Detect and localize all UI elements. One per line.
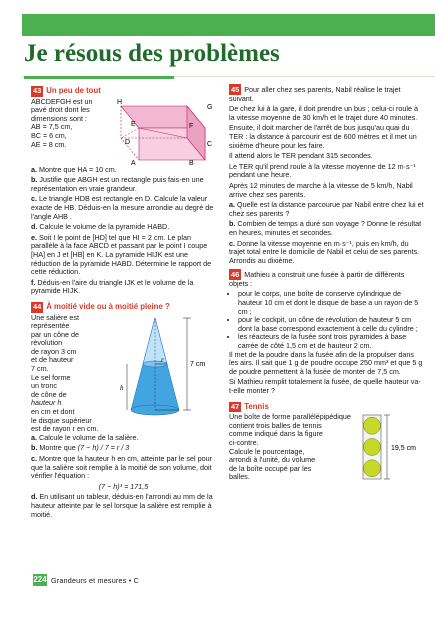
question-43f: f. Déduis-en l'aire du triangle IJK et le volume de la pyramide HIJK. [31, 277, 194, 296]
exercise-47 [229, 402, 425, 484]
question-text: Quelle est la distance parcourue par Nabil entre chez lui et chez ses parents ? [229, 200, 424, 218]
text-line: Une boîte de forme parallélépipédique [229, 412, 351, 422]
exercise-47-row [229, 413, 425, 483]
text-line: balles. [229, 472, 250, 482]
height-label: 7 cm [190, 360, 206, 368]
intro-line: par un cône de [31, 329, 79, 339]
text-line: de la boîte occupé par les [229, 463, 312, 473]
exercise-47-header [229, 402, 425, 413]
sel-height-label: h [120, 383, 124, 392]
intro-line: BC = 6 cm, [31, 130, 67, 140]
intro-line: de cône de [31, 389, 67, 399]
question-text: Justifie que ABGH est un rectangle puis fais-en une représentation en vraie grandeur. [31, 175, 204, 193]
question-43c: c. Le triangle HDB est rectangle en D. Calcule la valeur exacte de HB. Déduis-en la mesure arrondie au degré de l'angle AHB . [31, 194, 214, 221]
vertex-label-H: H [117, 98, 123, 106]
page-title: Je résous des problèmes [24, 40, 280, 67]
question-43a: a. Montre que HA = 10 cm. [31, 164, 117, 174]
exercise-number: 44 [33, 301, 42, 311]
question-43b: b. Justifie que ABGH est un rectangle puis fais-en une représentation en vraie grandeur. [31, 175, 204, 193]
question-45b: b. Combien de temps a duré son voyage ? Donne le résultat en heures, minutes et secondes. [229, 219, 422, 237]
radius-label: r [161, 355, 164, 364]
exercise-title: À moitié vide ou à moitié pleine ? [46, 301, 170, 311]
chapter-footer: Grandeurs et mesures • C [51, 576, 140, 585]
question-43e: e. Soit I le point de [HD] tel que HI = 2 cm. Le plan parallèle à la face ABCD et passant par le point I coupe [HA] en J et [HB] en K. La pyramide HIJK est une réduction de la pyramide HABD. Détermine le rapport de cette réduction. [31, 232, 212, 277]
exercise-number: 47 [231, 401, 240, 411]
exercise-number: 43 [33, 86, 42, 95]
intro-line: révolution [31, 338, 63, 348]
left-column [31, 86, 216, 521]
intro-line: est de rayon r en cm. [31, 424, 99, 434]
question-text: En utilisant un tableur, déduis-en l'arrondi au mm de la hauteur atteinte par le sel lorsque la salière est remplie à moitié. [31, 492, 213, 519]
intro-line: le disque supérieur [31, 415, 92, 425]
exercise-46 [229, 271, 425, 395]
intro-line: Une salière est [31, 312, 79, 322]
intro-text: Mathieu a construit une fusée à partir de différents objets : [229, 270, 405, 288]
intro-line: en cm et dont [31, 407, 75, 417]
question-text: Soit I le point de [HD] tel que HI = 2 cm. Le plan parallèle à la face ABCD et passant par le point I coupe [HA] en J et [HB] en K. La pyramide HIJK est une réduction de la pyramide HABD. Détermine le rapport de cette réduction. [31, 232, 212, 277]
intro-line: hauteur h [31, 398, 62, 408]
formula-44c: (7 − h)³ = 171,5 [98, 481, 149, 491]
text-line: contient trois balles de tennis [229, 420, 322, 430]
intro-line: 7 cm. [31, 364, 49, 374]
top-margin [0, 0, 435, 14]
intro-line: AE = 8 cm. [31, 139, 67, 149]
question-text: Montre que [39, 443, 76, 453]
paragraph: Si Mathieu remplit totalement la fusée, de quelle hauteur va-t-elle monter ? [229, 377, 421, 395]
exercise-44-header [31, 302, 216, 313]
question-44b: b. Montre que (7 − h) / 7 = r / 3 [31, 443, 130, 453]
header-band [22, 14, 435, 36]
exercise-47-text [229, 413, 351, 483]
vertex-label-A: A [131, 159, 136, 166]
text-line: ci-contre. [229, 437, 259, 447]
intro-line: un tronc [31, 381, 57, 391]
question-44a: a. Calcule le volume de la salière. [31, 432, 139, 442]
intro-line: pavé droit dont les [31, 105, 90, 115]
exercise-number: 46 [231, 270, 240, 280]
title-underline [24, 76, 174, 79]
rocket-parts-list [229, 290, 425, 350]
question-text: Montre que la hauteur h en cm, atteinte par le sel pour que la salière soit remplie à la moitié de son volume, doit vérifier l'équation : [31, 454, 213, 481]
vertex-label-C: C [207, 140, 213, 148]
paragraph: Il attend alors le TER pendant 315 secondes. [229, 151, 373, 161]
paragraph: Il met de la poudre dans la fusée afin de la propulser dans les airs. Il sait que 1 g de poudre occupe 250 mm³ et que 5 g de poudre permettent à la fusée de monter de 7,5 cm. [229, 349, 423, 376]
exercise-45-intro [229, 86, 425, 103]
text-line: arrondi à l'unité, du volume [229, 455, 316, 465]
vertex-label-G: G [207, 103, 213, 111]
paragraph: Après 12 minutes de marche à la vitesse de 5 km/h, Nabil arrive chez ses parents. [229, 180, 413, 199]
exercise-43-header [31, 86, 216, 97]
vertex-label-B: B [189, 159, 194, 166]
paragraph: Ensuite, il doit marcher de l'arrêt de bus jusqu'au quai du TER : la distance à parcourir est de 600 mètres et il met un sixième d'heure pour les faire. [229, 123, 417, 150]
question-44c: c. Montre que la hauteur h en cm, atteinte par le sel pour que la salière soit remplie à la moitié de son volume, doit vérifier l'équation : [31, 454, 213, 481]
exercise-43 [31, 86, 216, 296]
text-line: comme indiqué dans la figure [229, 429, 323, 439]
exercise-43-intro-row [31, 98, 216, 166]
question-text: Combien de temps a duré son voyage ? Donne le résultat en heures, minutes et secondes. [229, 219, 422, 237]
intro-line: de rayon 3 cm [31, 346, 77, 356]
question-45c: c. Donne la vitesse moyenne en m·s⁻¹, puis en km/h, du trajet total entre le domicile de Nabil et celui de ses parents. Arrondis au dixième. [229, 238, 420, 265]
list-item: • les réacteurs de la fusée sont trois pyramides à base carrée de côté 1,5 cm et de hauteur 2 cm. [238, 333, 425, 350]
question-43d: d. Calcule le volume de la pyramide HABD. [31, 222, 170, 232]
intro-line: AB = 7,5 cm, [31, 122, 73, 132]
question-text: Calcule le volume de la pyramide HABD. [39, 222, 170, 232]
salt-shaker-cone-figure [109, 314, 214, 424]
question-text: Montre que HA = 10 cm. [39, 164, 117, 174]
cuboid-figure [109, 98, 214, 166]
question-text: Le triangle HDB est rectangle en D. Calcule la valeur exacte de HB. Déduis-en la mesure arrondie au degré de l'angle AHB . [31, 194, 214, 221]
question-44d: d. En utilisant un tableur, déduis-en l'arrondi au mm de la hauteur atteinte par le sel lorsque la salière est remplie à moitié. [31, 492, 213, 519]
vertex-label-F: F [189, 122, 194, 130]
intro-line: et de hauteur [31, 355, 74, 365]
list-item: • pour le cockpit, un cône de révolution de hauteur 5 cm dont la base correspond exactement à celle du cylindre ; [238, 316, 425, 333]
exercise-45 [229, 86, 425, 265]
intro-text: Pour aller chez ses parents, Nabil réalise le trajet suivant. [229, 85, 401, 103]
question-text: Déduis-en l'aire du triangle IJK et le volume de la pyramide HIJK. [31, 277, 194, 296]
page-number: 224 [33, 575, 47, 584]
tennis-box-figure [351, 413, 421, 483]
question-45a: a. Quelle est la distance parcourue par Nabil entre chez lui et chez ses parents ? [229, 200, 424, 218]
exercise-44 [31, 302, 216, 519]
exercise-number: 45 [231, 85, 240, 94]
exercise-43-intro [31, 98, 109, 166]
text-line: Calcule le pourcentage, [229, 446, 305, 456]
exercise-46-intro [229, 271, 425, 288]
question-text: Calcule le volume de la salière. [39, 432, 139, 442]
intro-line: Le sel forme [31, 372, 71, 382]
intro-line: ABCDEFGH est un [31, 96, 93, 106]
vertex-label-E: E [131, 120, 136, 128]
intro-line: représentée [31, 321, 70, 331]
intro-line: dimensions sont : [31, 113, 87, 123]
formula: (7 − h) / 7 = r / 3 [77, 443, 130, 453]
exercise-44-intro-row [31, 314, 216, 434]
list-item: • pour le corps, une boîte de conserve cylindrique de hauteur 10 cm et dont le disque de base a un rayon de 5 cm ; [238, 290, 425, 316]
vertex-label-D: D [125, 138, 131, 146]
question-text: Donne la vitesse moyenne en m·s⁻¹, puis en km/h, du trajet total entre le domicile de Nabil et celui de ses parents. Arrondis au dixième. [229, 238, 420, 265]
exercise-title: Un peu de tout [46, 86, 101, 95]
exercise-44-intro [31, 314, 109, 434]
paragraph: De chez lui à la gare, il doit prendre un bus ; celui-ci roule à la vitesse moyenne de 30 km/h et le trajet dure 40 minutes. [229, 104, 418, 122]
right-column [229, 86, 425, 483]
exercise-title: Tennis [244, 401, 269, 411]
paragraph: Le TER qu'il prend roule à la vitesse moyenne de 12 m·s⁻¹ pendant une heure. [229, 161, 416, 180]
box-height-label: 19,5 cm [391, 445, 416, 453]
